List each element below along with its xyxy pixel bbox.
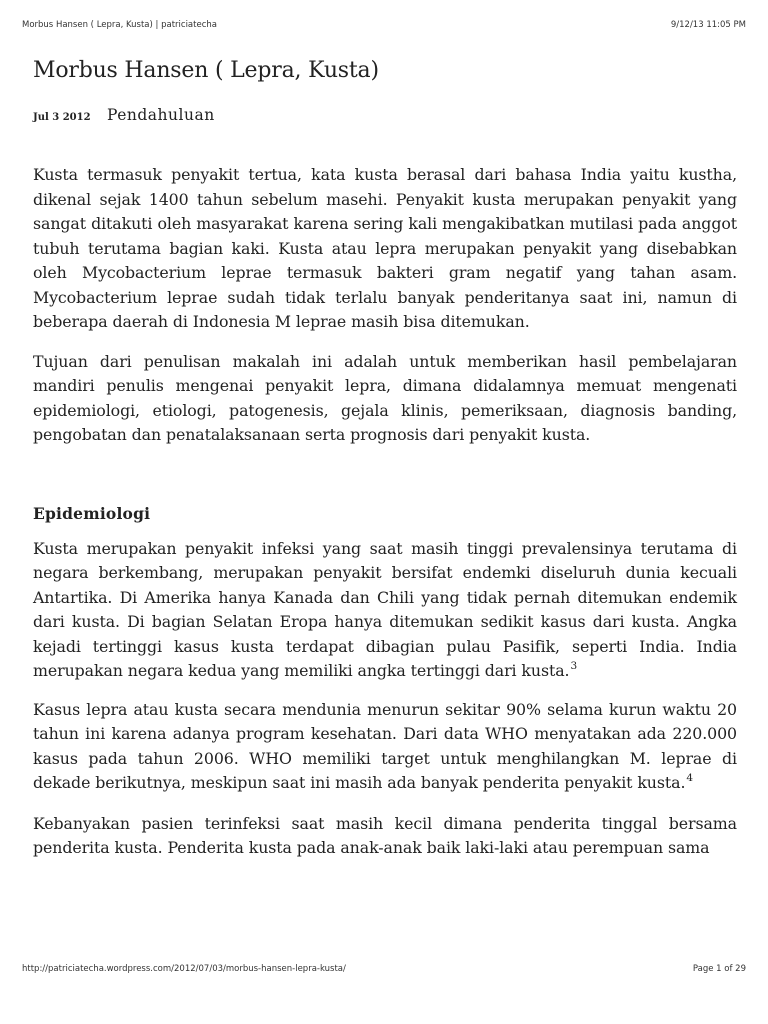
epidemiology-paragraph-2 [33, 698, 737, 796]
epidemiology-paragraph-1 [33, 537, 737, 684]
paragraph-text: Kasus lepra atau kusta secara mendunia menurun sekitar 90% selama kurun waktu 20 tahun ini karena adanya program kesehatan. Dari data WHO menyatakan ada 220.000 kasus pada tahun 2006. WHO memiliki target untuk menghilangkan M. leprae di dekade berikutnya, meskipun saat ini masih ada banyak penderita penyakit kusta. [33, 699, 737, 792]
print-header [22, 20, 746, 30]
epidemiology-paragraph-3: Kebanyakan pasien terinfeksi saat masih kecil dimana penderita tinggal bersama penderita kusta. Penderita kusta pada anak-anak baik laki-laki atau perempuan sama [33, 813, 737, 857]
intro-paragraph-2: Tujuan dari penulisan makalah ini adalah untuk memberikan hasil pembelajaran mandiri penulis mengenai penyakit lepra, dimana didalamnya memuat mengenati epidemiologi, etiologi, patogenesis, gejala klinis, pemeriksaan, diagnosis banding, pengobatan dan penatalaksanaan serta prognosis dari penyakit kusta. [33, 351, 737, 444]
reference-marker: 4 [686, 772, 693, 784]
intro-paragraph-1: Kusta termasuk penyakit tertua, kata kusta berasal dari bahasa India yaitu kustha, dikenal sejak 1400 tahun sebelum masehi. Penyakit kusta merupakan penyakit yang sangat ditakuti oleh masyarakat karena sering kali mengakibatkan mutilasi pada anggot tubuh terutama bagian kaki. Kusta atau lepra merupakan penyakit yang disebabkan oleh Mycobacterium leprae termasuk bakteri gram negatif yang tahan asam. Mycobacterium leprae sudah tidak terlalu banyak penderitanya saat ini, namun di beberapa daerah di Indonesia M leprae masih bisa ditemukan. [33, 165, 737, 331]
article [33, 58, 737, 861]
print-datetime: 9/12/13 11:05 PM [670, 20, 746, 30]
print-footer [22, 964, 746, 974]
print-page-title: Morbus Hansen ( Lepra, Kusta) | patriciatecha [22, 20, 217, 30]
source-url-link[interactable]: http://patriciatecha.wordpress.com/2012/07/03/morbus-hansen-lepra-kusta/ [22, 964, 346, 974]
section-heading-epidemiologi: Epidemiologi [33, 503, 151, 523]
intro-heading: Pendahuluan [107, 106, 215, 124]
paragraph-text: Kusta merupakan penyakit infeksi yang saat masih tinggi prevalensinya terutama di negara berkembang, merupakan penyakit bersifat endemki diseluruh dunia kecuali Antartika. Di Amerika hanya Kanada dan Chili yang tidak pernah ditemukan endemik dari kusta. Di bagian Selatan Eropa hanya ditemukan sedikit kasus dari kusta. Angka kejadi tertinggi kasus kusta terdapat dibagian pulau Pasifik, seperti India. India merupakan negara kedua yang memiliki angka tertinggi dari kusta. [33, 538, 737, 680]
reference-marker: 3 [570, 660, 578, 672]
post-date: Jul 3 2012 [33, 112, 91, 123]
article-meta [33, 106, 737, 124]
article-title: Morbus Hansen ( Lepra, Kusta) [33, 58, 379, 83]
page-indicator: Page 1 of 29 [692, 964, 746, 974]
